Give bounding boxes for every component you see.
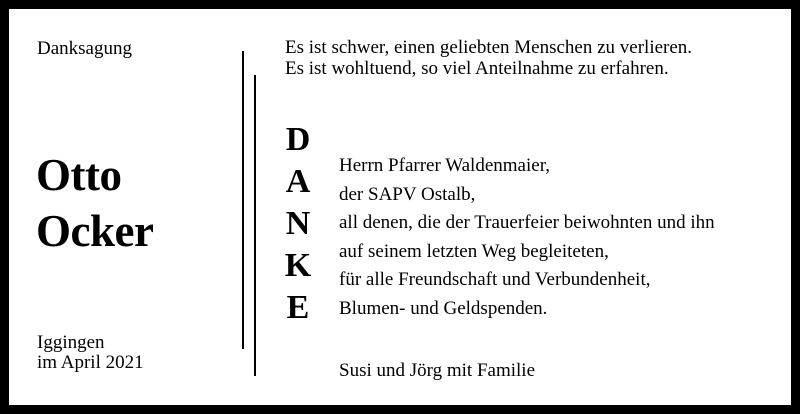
thanks-line: für alle Freundschaft und Verbundenheit, bbox=[339, 269, 651, 290]
date: im April 2021 bbox=[37, 352, 144, 373]
signature: Susi und Jörg mit Familie bbox=[339, 360, 536, 381]
danke-letter: D bbox=[285, 121, 311, 158]
quote-line: Es ist wohltuend, so viel Anteilnahme zu erfahren. bbox=[285, 58, 669, 79]
deceased-name bbox=[36, 147, 153, 259]
divider-line-left bbox=[242, 51, 244, 349]
thanks-line: Herrn Pfarrer Waldenmaier, bbox=[339, 155, 551, 176]
place-and-date bbox=[37, 333, 144, 373]
last-name: Ocker bbox=[36, 206, 154, 256]
thanks-line: Blumen- und Geldspenden. bbox=[339, 297, 548, 319]
place: Iggingen bbox=[37, 332, 105, 353]
danke-letter: K bbox=[284, 247, 312, 284]
thanks-list bbox=[339, 152, 715, 323]
thanks-line: auf seinem letzten Weg begleiteten, bbox=[339, 240, 609, 262]
quote-line: Es ist schwer, einen geliebten Menschen zu verlieren. bbox=[285, 37, 693, 58]
divider-line-right bbox=[254, 75, 256, 376]
notice-heading: Danksagung bbox=[37, 38, 132, 59]
danke-letter: E bbox=[286, 289, 310, 326]
danke-vertical-word bbox=[281, 119, 315, 329]
first-name: Otto bbox=[36, 150, 122, 200]
danke-letter: A bbox=[285, 163, 311, 200]
danke-letter: N bbox=[285, 205, 311, 242]
quote-text bbox=[285, 37, 692, 79]
thanks-line: all denen, die der Trauerfeier beiwohnten und ihn bbox=[339, 212, 715, 233]
thanks-line: der SAPV Ostalb, bbox=[339, 183, 476, 205]
